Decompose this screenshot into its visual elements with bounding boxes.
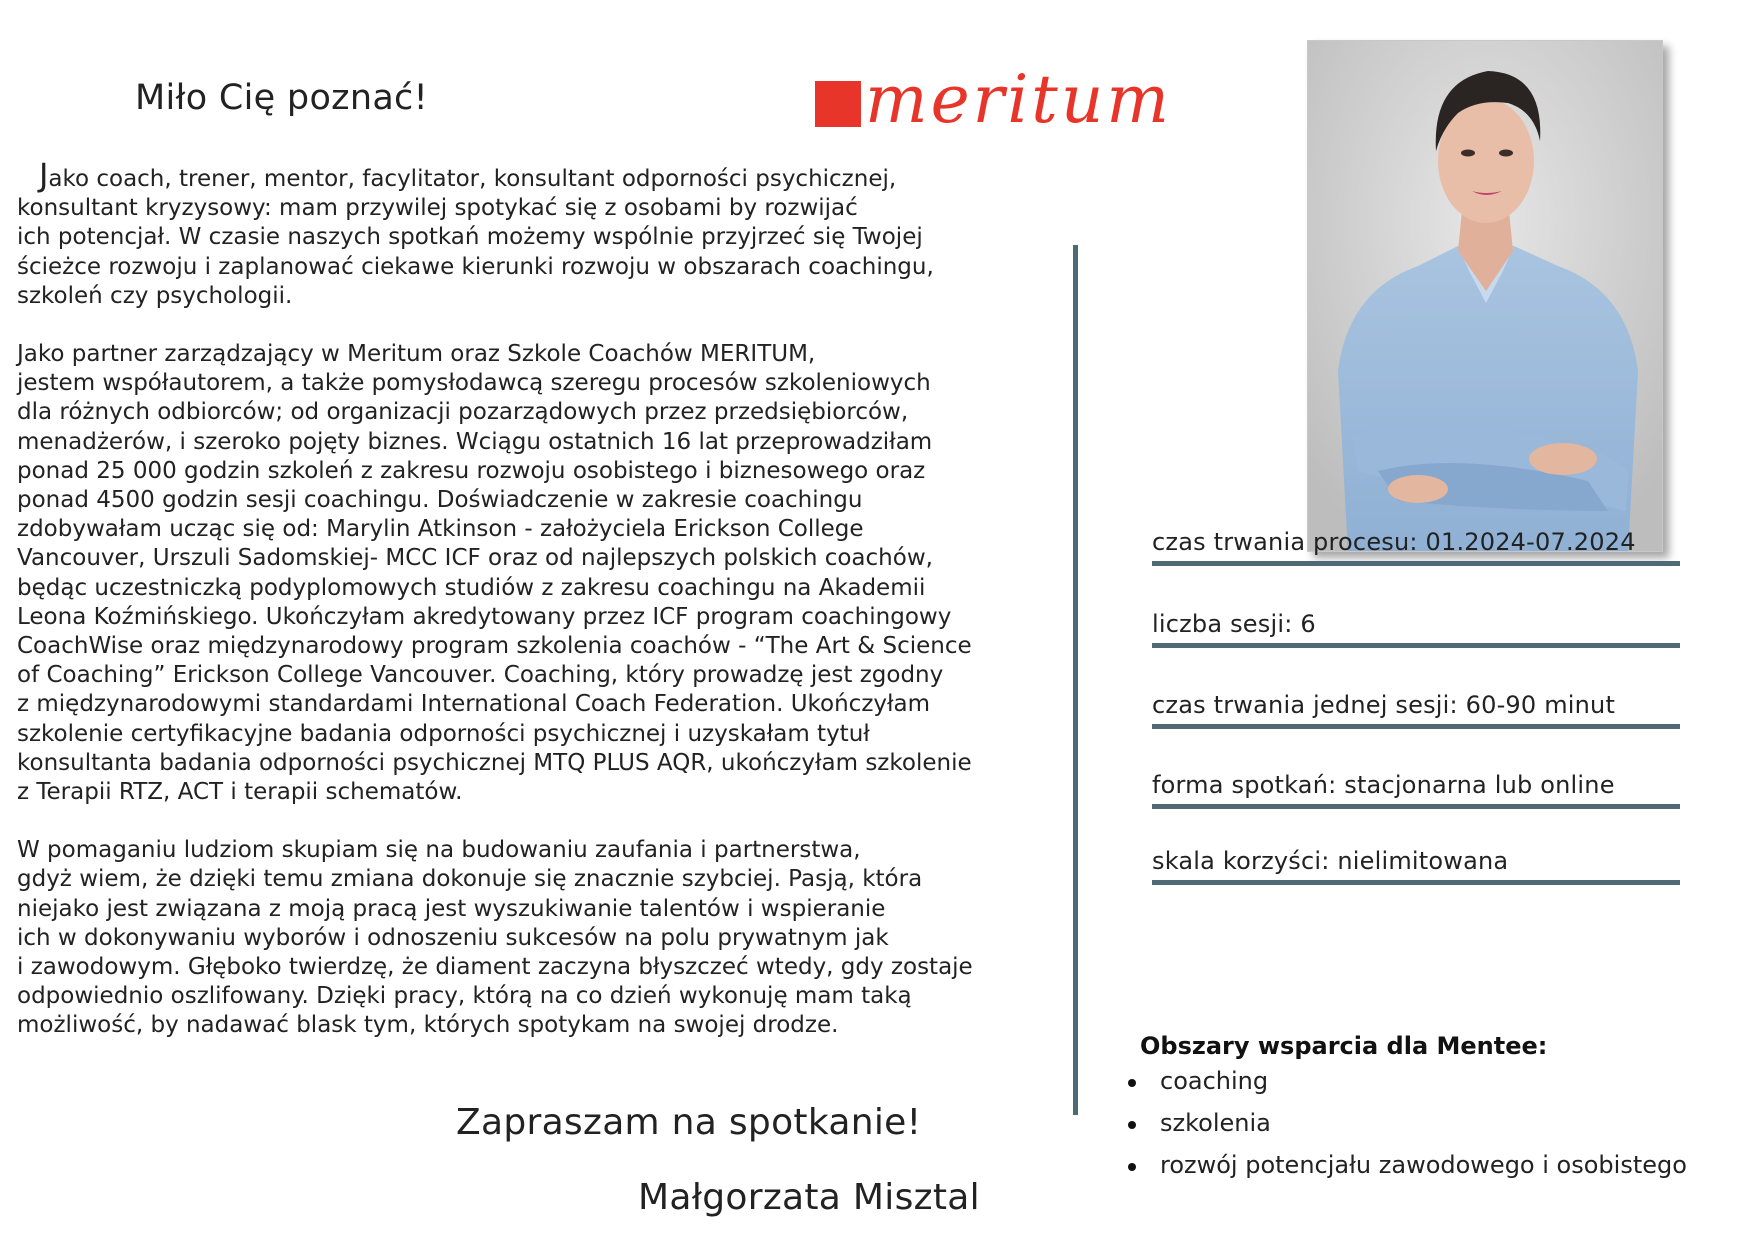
bio-paragraph-1-text: ako coach, trener, mentor, facylitator, konsultant odporności psychicznej, konsultant kryzysowy: mam przywilej spotykać się z osobami by rozwijać ich potencjał. W czasie naszych spotkań możemy wspólnie przyjrzeć się Twojej ścieżce rozwoju i zaplanować ciekawe kierunki rozwoju w obszarach coachingu, szkoleń czy psychologii. xyxy=(17,166,934,309)
info-underline xyxy=(1152,561,1680,566)
vertical-divider xyxy=(1073,245,1078,1115)
info-process-duration xyxy=(1152,528,1680,566)
portrait-photo xyxy=(1307,40,1663,552)
bio-text xyxy=(17,156,1077,1041)
info-session-count xyxy=(1152,610,1680,648)
list-item xyxy=(1128,1150,1687,1192)
meritum-logo xyxy=(815,61,1172,138)
invitation-text: Zapraszam na spotkanie! xyxy=(456,1102,922,1143)
info-meeting-form-text: forma spotkań: stacjonarna lub online xyxy=(1152,771,1615,799)
info-session-length-text: czas trwania jednej sesji: 60-90 minut xyxy=(1152,691,1616,719)
bio-paragraph-2: Jako partner zarządzający w Meritum oraz Szkole Coachów MERITUM, jestem współautorem, a także pomysłodawcą szeregu procesów szkoleniowych dla różnych odbiorców; od organizacji pozarządowych przez przedsiębiorców, menadżerów, i szeroko pojęty biznes. Wciągu ostatnich 16 lat przeprowadziłam ponad 25 000 godzin szkoleń z zakresu rozwoju osobistego i biznesowego oraz ponad 4500 godzin sesji coachingu. Doświadczenie w zakresie coachingu zdobywałam ucząc się od: Marylin Atkinson - założyciela Erickson College Vancouver, Urszuli Sadomskiej- MCC ICF oraz od najlepszych polskich coachów, będąc uczestniczką podyplomowych studiów z zakresu coachingu na Akademii Leona Koźmińskiego. Ukończyłam akredytowany przez ICF program coachingowy CoachWise oraz międzynarodowy program szkolenia coachów - “The Art & Science of Coaching” Erickson College Vancouver. Coaching, który prowadzę jest zgodny z międzynarodowymi standardami International Coach Federation. Ukończyłam szkolenie certyfikacyjne badania odporności psychicznej i uzyskałam tytuł konsultanta badania odporności psychicznej MTQ PLUS AQR, ukończyłam szkolenie z Terapii RTZ, ACT i terapii schematów. xyxy=(17,341,972,806)
list-item-label: szkolenia xyxy=(1160,1109,1271,1137)
info-meeting-form xyxy=(1152,771,1680,809)
info-benefit-scale-text: skala korzyści: nielimitowana xyxy=(1152,847,1509,875)
info-session-length xyxy=(1152,691,1680,729)
bullet-icon xyxy=(1128,1079,1136,1087)
info-process-duration-text: czas trwania procesu: 01.2024-07.2024 xyxy=(1152,528,1636,556)
list-item xyxy=(1128,1108,1687,1150)
bullet-icon xyxy=(1128,1163,1136,1171)
info-underline xyxy=(1152,880,1680,885)
support-areas-title: Obszary wsparcia dla Mentee: xyxy=(1140,1032,1548,1060)
info-benefit-scale xyxy=(1152,847,1680,885)
logo-text: meritum xyxy=(865,61,1172,138)
list-item xyxy=(1128,1066,1687,1108)
dropcap-letter: J xyxy=(38,156,49,194)
list-item-label: coaching xyxy=(1160,1067,1269,1095)
bio-paragraph-3: W pomaganiu ludziom skupiam się na budowaniu zaufania i partnerstwa, gdyż wiem, że dzięki temu zmiana dokonuje się znacznie szybciej. Pasją, która niejako jest związana z moją pracą jest wyszukiwanie talentów i wspieranie ich w dokonywaniu wyborów i odnoszeniu sukcesów na polu prywatnym jak i zawodowym. Głęboko twierdzę, że diament zaczyna błyszczeć wtedy, gdy zostaje odpowiednio oszlifowany. Dzięki pracy, którą na co dzień wykonuję mam taką możliwość, by nadawać blask tym, których spotykam na swojej drodze. xyxy=(17,837,973,1039)
greeting-heading: Miło Cię poznać! xyxy=(135,78,428,118)
info-underline xyxy=(1152,804,1680,809)
logo-square-icon xyxy=(815,81,861,127)
info-session-count-text: liczba sesji: 6 xyxy=(1152,610,1316,638)
list-item-label: rozwój potencjału zawodowego i osobistego xyxy=(1160,1151,1687,1179)
portrait-illustration xyxy=(1308,41,1663,552)
info-underline xyxy=(1152,643,1680,648)
bullet-icon xyxy=(1128,1121,1136,1129)
bio-paragraph-1 xyxy=(17,156,1077,311)
signature-name: Małgorzata Misztal xyxy=(638,1177,980,1218)
info-underline xyxy=(1152,724,1680,729)
support-areas-list xyxy=(1128,1066,1687,1192)
